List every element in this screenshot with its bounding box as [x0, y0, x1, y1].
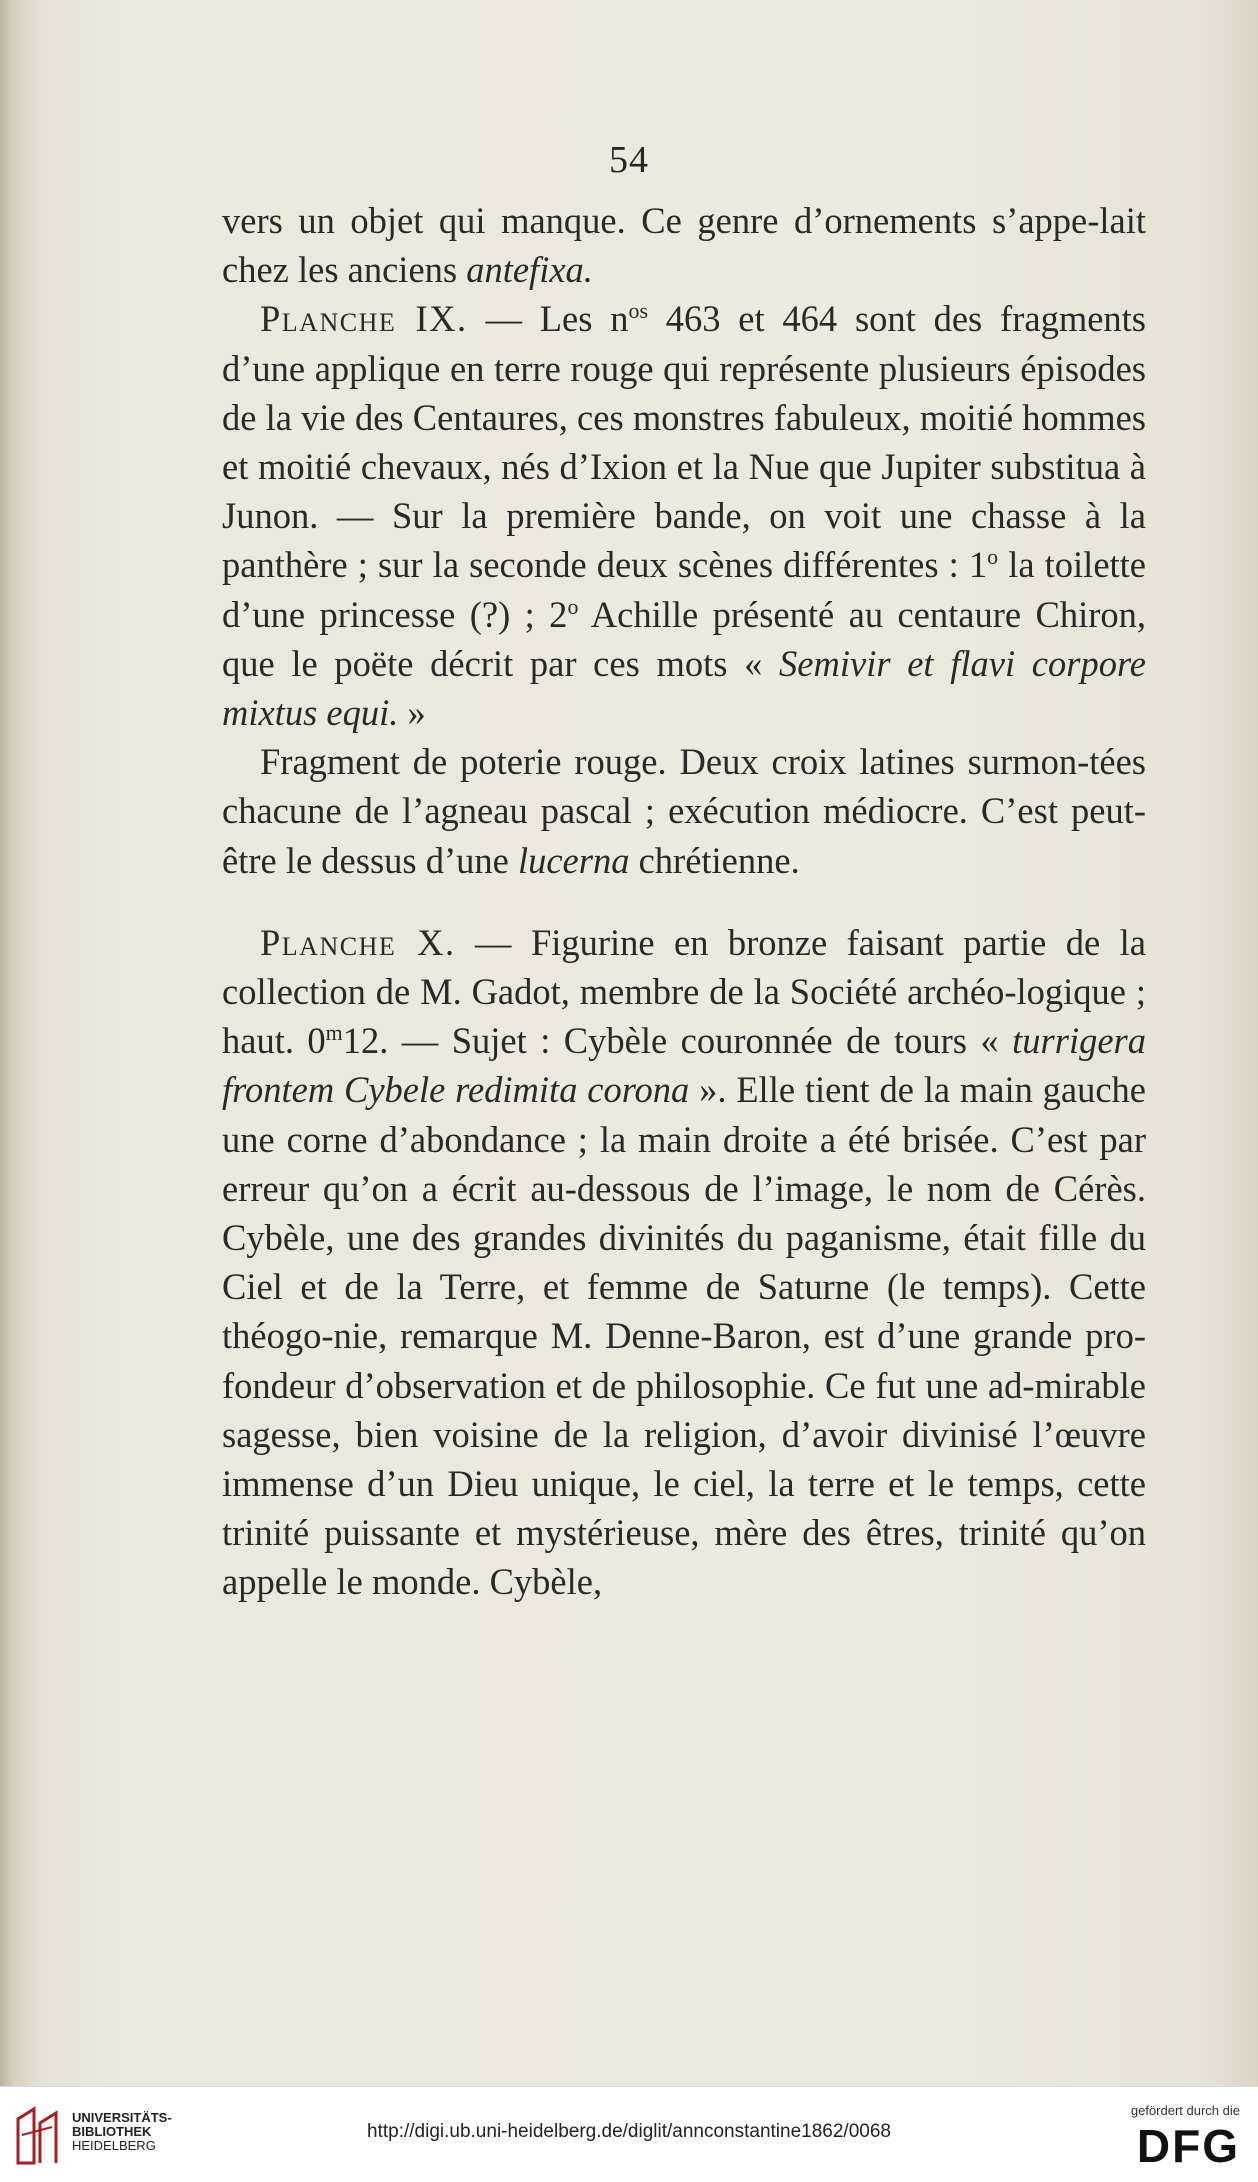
page-url[interactable]: http://digi.ub.uni-heidelberg.de/diglit/annconstantine1862/0068: [367, 2121, 891, 2142]
plate-heading: Planche X.: [260, 921, 456, 963]
text-run: — Figurine en bronze faisant partie de la collection de M. Gadot, membre de la Société archéo-logique ; haut. 0: [222, 921, 1146, 1062]
italic-text: lucerna: [517, 839, 630, 881]
text-run: vers un objet qui manque. Ce genre d’ornements s’appe-lait chez les anciens: [222, 200, 1146, 291]
footer-bar: [0, 2086, 1258, 2182]
italic-text: antefixa.: [466, 249, 593, 291]
text-run: ». Elle tient de la main gauche une corne d’abondance ; la main droite a été brisée. C’est par erreur qu’on a écrit au-dessous de l’image, le nom de Cérès. Cybèle, une des grandes divinités du paganisme, était fille du Ciel et de la Terre, et femme de Saturne (le temps). Cette théogo-nie, remarque M. Denne-Baron, est d’une grande pro-fondeur d’observation et de philosophie. Ce fut une ad-mirable sagesse, bien voisine de la religion, d’avoir divinisé l’œuvre immense d’un Dieu unique, le ciel, la terre et le temps, cette trinité puissante et mystérieuse, mère des êtres, trinité qu’on appelle le monde. Cybèle,: [222, 1069, 1146, 1603]
text-run: 12. — Sujet : Cybèle couronnée de tours «: [342, 1020, 1013, 1062]
funding-caption: gefördert durch die: [1130, 2103, 1240, 2118]
text-run: »: [398, 692, 426, 734]
superscript-text: o: [987, 544, 999, 570]
text-run: 463 et 464 sont des fragments d’une applique en terre rouge qui représente plusieurs épisodes de la vie des Centaures, ces monstres fabuleux, moitié hommes et moitié chevaux, nés d’Ixion et la Nue que Jupiter substitua à Junon. — Sur la première bande, on voit une chasse à la panthère ; sur la seconde deux scènes différentes : 1: [222, 298, 1147, 586]
paragraph: [222, 196, 1146, 294]
superscript-text: m: [325, 1020, 343, 1046]
library-name-line2: BIBLIOTHEK: [72, 2124, 152, 2139]
italic-text: turrigera frontem Cybele redimita corona: [222, 1020, 1146, 1111]
paragraph: [222, 918, 1146, 1607]
superscript-text: os: [628, 298, 648, 324]
library-name-line3: HEIDELBERG: [72, 2138, 156, 2153]
text-run: — Les n: [467, 298, 629, 340]
italic-text: Semivir et flavi corpore mixtus equi.: [222, 642, 1146, 734]
text-run: chrétienne.: [629, 839, 800, 881]
superscript-text: o: [567, 593, 579, 619]
paragraph-gap: [222, 885, 1146, 918]
text-run: Achille présenté au centaure Chiron, que le poëte décrit par ces mots «: [222, 593, 1146, 684]
plate-heading: Planche IX.: [260, 298, 468, 340]
paragraph: [222, 294, 1146, 737]
text-run: Fragment de poterie rouge. Deux croix latines surmon-tées chacune de l’agneau pascal ; exécution médiocre. C’est peut-être le dessus d’une: [222, 741, 1146, 881]
body-text: [222, 196, 1146, 1607]
text-run: la toilette d’une princesse (?) ; 2: [222, 544, 1146, 635]
dfg-logo: DFG: [1136, 2120, 1240, 2172]
paragraph: [222, 737, 1146, 885]
page-number: 54: [609, 139, 649, 181]
library-name-line1: UNIVERSITÄTS-: [72, 2110, 172, 2125]
